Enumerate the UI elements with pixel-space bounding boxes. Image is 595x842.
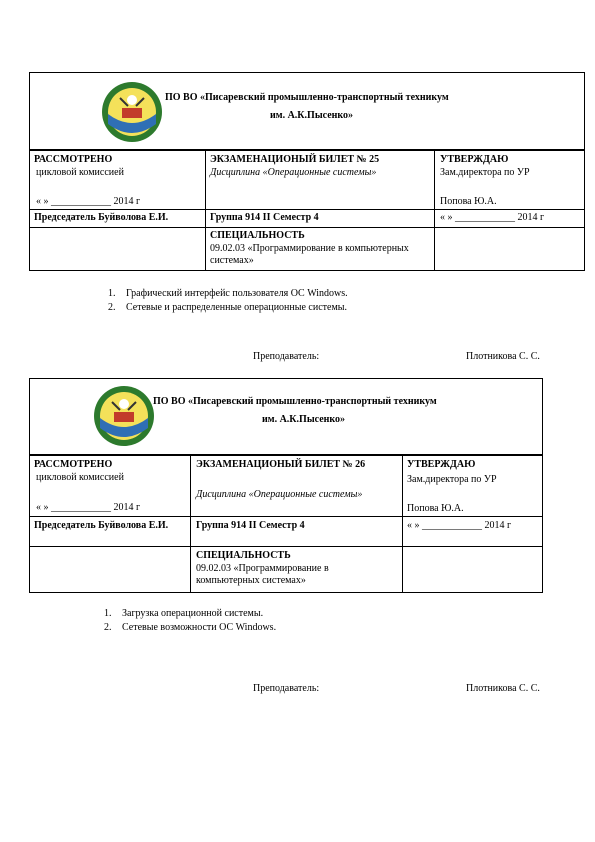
left-title: РАССМОТРЕНО <box>34 459 113 470</box>
org-name-line1: ПО ВО «Писаревский промышленно-транспортный техникум <box>153 396 437 407</box>
college-logo <box>92 384 156 448</box>
commission-text: цикловой комиссией <box>36 472 124 483</box>
ticket-2-col-divider-2 <box>402 455 403 593</box>
discipline-text: Дисциплина «Операционные системы» <box>196 489 363 500</box>
specialty-value: 09.02.03 «Программирование в компьютерных системах» <box>196 563 329 586</box>
approver-name: Попова Ю.А. <box>407 503 464 514</box>
ticket-1-row-divider-2 <box>29 227 585 228</box>
list-item: 1. Графический интерфейс пользователя ОС Windows. <box>108 288 348 299</box>
chair-text: Председатель Буйволова Е.И. <box>34 520 169 531</box>
list-item: 1. Загрузка операционной системы. <box>104 608 264 619</box>
group-text: Группа 914 II Семестр 4 <box>196 520 305 531</box>
teacher-label: Преподаватель: <box>253 683 320 694</box>
specialty-label: СПЕЦИАЛЬНОСТЬ <box>210 230 305 241</box>
list-item: 2. Сетевые возможности ОС Windows. <box>104 622 277 633</box>
left-title: РАССМОТРЕНО <box>34 154 113 165</box>
specialty-value: 09.02.03 «Программирование в компьютерных системах» <box>210 243 409 266</box>
ticket-1-row-divider <box>29 209 585 210</box>
right-title: УТВЕРЖДАЮ <box>440 154 509 165</box>
org-name-line2: им. А.К.Пысенко» <box>270 110 354 121</box>
right-date: « » ____________ 2014 г <box>407 520 512 531</box>
position-text: Зам.директора по УР <box>440 167 530 178</box>
ticket-2-row-divider-2 <box>29 546 543 547</box>
left-date: « » ____________ 2014 г <box>36 502 141 513</box>
left-date: « » ____________ 2014 г <box>36 196 141 207</box>
commission-text: цикловой комиссией <box>36 167 124 178</box>
ticket-2-col-divider <box>190 455 191 593</box>
position-text: Зам.директора по УР <box>407 474 497 485</box>
question-list <box>104 607 276 635</box>
chair-text: Председатель Буйволова Е.И. <box>34 212 169 223</box>
ticket-title: ЭКЗАМЕНАЦИОНЫЙ БИЛЕТ № 25 <box>210 154 380 165</box>
org-name-line2: им. А.К.Пысенко» <box>262 414 346 425</box>
right-title: УТВЕРЖДАЮ <box>407 459 476 470</box>
right-date: « » ____________ 2014 г <box>440 212 545 223</box>
group-text: Группа 914 II Семестр 4 <box>210 212 319 223</box>
ticket-1-col-divider-2 <box>434 150 435 271</box>
specialty-label: СПЕЦИАЛЬНОСТЬ <box>196 550 291 561</box>
list-item: 2. Сетевые и распределенные операционные системы. <box>108 302 347 313</box>
approver-name: Попова Ю.А. <box>440 196 497 207</box>
ticket-2-row-divider <box>29 516 543 517</box>
ticket-title: ЭКЗАМЕНАЦИОНЫЙ БИЛЕТ № 26 <box>196 459 366 470</box>
question-list <box>108 287 348 315</box>
teacher-label: Преподаватель: <box>253 351 320 362</box>
college-logo <box>100 80 164 144</box>
teacher-name: Плотникова С. С. <box>466 683 540 694</box>
org-name-line1: ПО ВО «Писаревский промышленно-транспортный техникум <box>165 92 449 103</box>
teacher-name: Плотникова С. С. <box>466 351 540 362</box>
ticket-1-col-divider <box>205 150 206 271</box>
discipline-text: Дисциплина «Операционные системы» <box>210 167 377 178</box>
